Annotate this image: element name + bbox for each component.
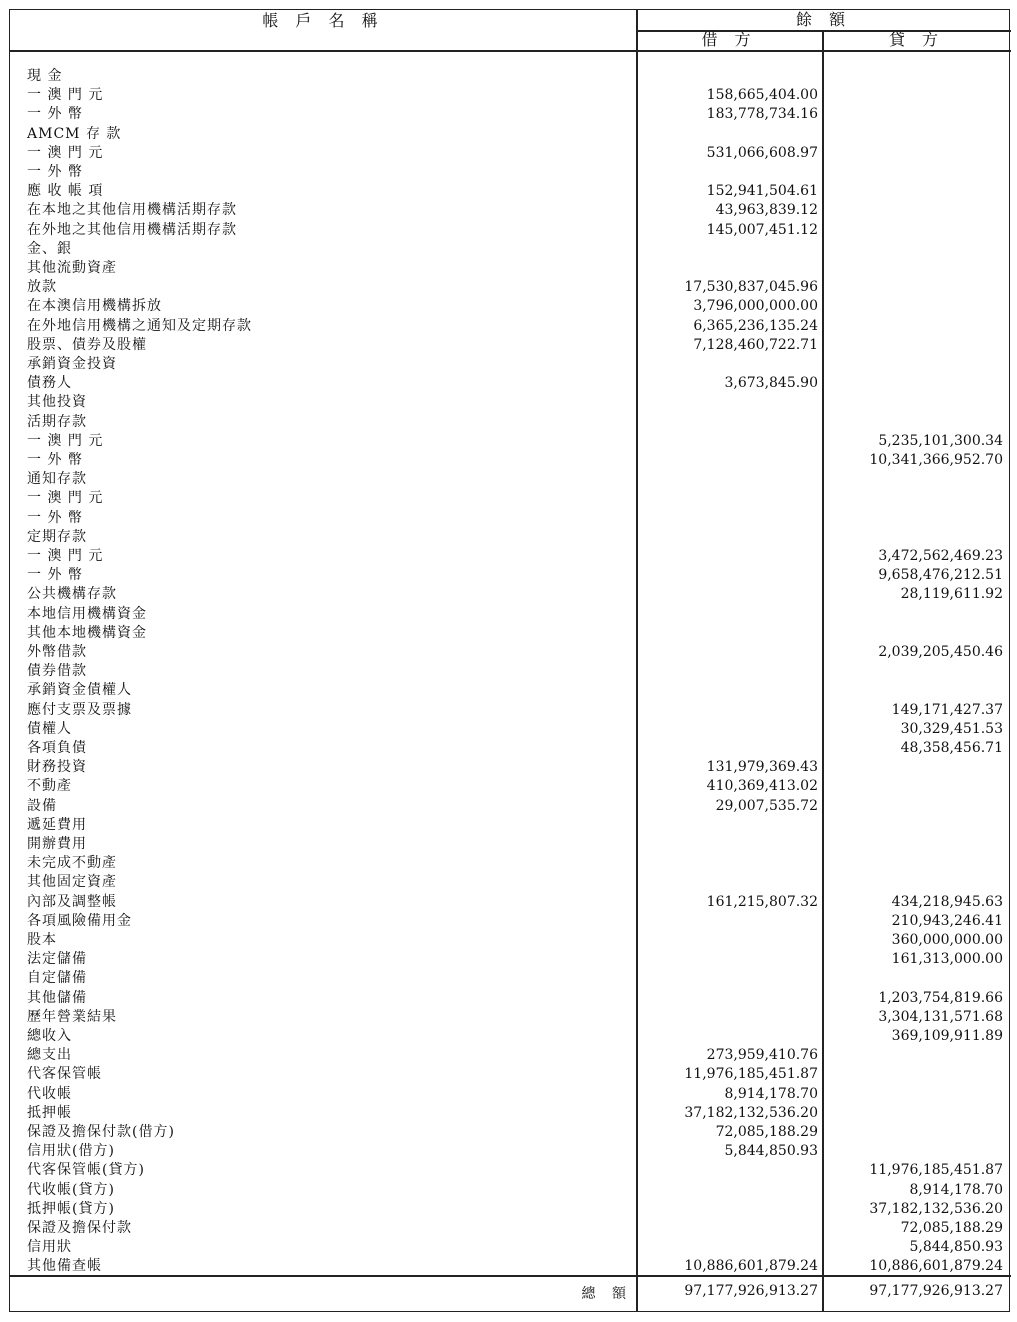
account-name: 法定儲備 (27, 951, 87, 968)
debit-header: 借 方 (701, 30, 757, 49)
account-debit: 3,673,845.90 (724, 375, 818, 392)
account-name: 其他備查帳 (27, 1258, 102, 1275)
account-row (10, 1085, 1011, 1103)
account-name: 一 澳 門 元 (27, 144, 104, 161)
account-row (10, 1200, 1011, 1218)
account-row (10, 739, 1011, 757)
total-debit: 97,177,926,913.27 (684, 1283, 818, 1299)
account-credit: 10,341,366,952.70 (869, 452, 1003, 468)
account-name: 本地信用機構資金 (27, 605, 147, 622)
account-name: 一 外 幣 (27, 452, 83, 468)
account-credit: 48,358,456.71 (900, 740, 1003, 756)
account-row (10, 816, 1011, 834)
account-credit: 434,218,945.63 (891, 893, 1003, 910)
account-name: 信用狀 (27, 1239, 72, 1256)
account-row (10, 1142, 1011, 1160)
account-row (10, 605, 1011, 623)
account-credit: 10,886,601,879.24 (869, 1258, 1003, 1275)
account-row (10, 105, 1011, 123)
account-debit: 531,066,608.97 (706, 144, 818, 161)
account-row (10, 201, 1011, 219)
account-debit: 37,182,132,536.20 (684, 1104, 818, 1121)
trial-balance-table (9, 9, 1010, 1312)
account-name: 承銷資金債權人 (27, 682, 132, 699)
account-name: 保證及擔保付款(借方) (27, 1124, 175, 1140)
account-name: 在本地之其他信用機構活期存款 (27, 202, 237, 219)
account-debit: 158,665,404.00 (706, 87, 818, 104)
credit-header: 貸 方 (888, 30, 945, 49)
account-row (10, 854, 1011, 872)
account-row (10, 681, 1011, 699)
account-name: 保證及擔保付款 (27, 1220, 132, 1236)
account-name: 其他流動資產 (27, 260, 117, 276)
account-name: 設備 (27, 797, 57, 814)
account-debit: 7,128,460,722.71 (693, 336, 818, 353)
account-debit: 273,959,410.76 (706, 1047, 818, 1064)
account-name: 在外地之其他信用機構活期存款 (27, 221, 237, 238)
account-debit: 161,215,807.32 (706, 893, 818, 910)
account-row (10, 470, 1011, 488)
account-row (10, 1046, 1011, 1064)
account-row (10, 125, 1011, 143)
account-name: 財務投資 (27, 759, 87, 776)
header-bottom-line (10, 50, 1011, 52)
account-row (10, 509, 1011, 527)
account-name: 一 外 幣 (27, 567, 83, 584)
account-name: 外幣借款 (27, 644, 87, 660)
account-name: 債務人 (27, 375, 72, 392)
account-name: 一 澳 門 元 (27, 548, 104, 564)
account-name: 其他固定資產 (27, 874, 117, 891)
account-row (10, 720, 1011, 738)
account-name: 承銷資金投資 (27, 356, 117, 372)
account-row (10, 777, 1011, 795)
account-name: 其他投資 (27, 394, 87, 411)
account-name: 信用狀(借方) (27, 1143, 115, 1160)
account-name: 代收帳(貸方) (27, 1181, 115, 1198)
account-row (10, 1238, 1011, 1256)
account-name: 代客保管帳 (27, 1066, 102, 1083)
account-row (10, 297, 1011, 315)
account-name: 金、銀 (27, 240, 72, 257)
account-row (10, 278, 1011, 296)
account-debit: 410,369,413.02 (706, 778, 818, 795)
account-row (10, 355, 1011, 373)
balance-header: 餘 額 (795, 10, 852, 29)
account-name: 應付支票及票據 (27, 701, 132, 718)
account-name: 內部及調整帳 (27, 893, 117, 910)
account-row (10, 797, 1011, 815)
account-name: 未完成不動產 (27, 855, 117, 872)
account-row (10, 835, 1011, 853)
account-row (10, 374, 1011, 392)
account-credit: 149,171,427.37 (891, 701, 1003, 718)
account-name: AMCM 存 款 (27, 125, 122, 142)
account-name: 自定儲備 (27, 970, 87, 987)
account-name: 一 澳 門 元 (27, 490, 104, 507)
account-credit: 2,039,205,450.46 (878, 644, 1003, 660)
account-row (10, 1257, 1011, 1275)
account-name: 應 收 帳 項 (27, 183, 104, 200)
account-credit: 30,329,451.53 (900, 720, 1003, 737)
account-row (10, 662, 1011, 680)
account-name: 抵押帳(貸方) (27, 1200, 115, 1217)
account-name: 通知存款 (27, 471, 87, 488)
account-debit: 43,963,839.12 (715, 202, 818, 219)
account-row (10, 624, 1011, 642)
account-credit: 11,976,185,451.87 (869, 1162, 1003, 1179)
account-row (10, 413, 1011, 431)
account-name: 債權人 (27, 720, 72, 737)
account-name: 不動產 (27, 778, 72, 795)
account-credit: 8,914,178.70 (909, 1181, 1003, 1198)
account-row (10, 240, 1011, 258)
account-row (10, 912, 1011, 930)
account-row (10, 393, 1011, 411)
account-name: 一 澳 門 元 (27, 87, 104, 104)
account-name: 開辦費用 (27, 836, 87, 852)
account-row (10, 950, 1011, 968)
account-credit: 210,943,246.41 (891, 912, 1003, 929)
account-row (10, 893, 1011, 911)
account-debit: 6,365,236,135.24 (693, 317, 818, 334)
account-name: 債券借款 (27, 663, 87, 680)
account-debit: 17,530,837,045.96 (684, 279, 818, 296)
account-row (10, 317, 1011, 335)
account-row (10, 86, 1011, 104)
account-row (10, 336, 1011, 354)
account-name: 總支出 (27, 1047, 72, 1064)
total-label: 總 額 (581, 1286, 632, 1302)
account-name: 放款 (27, 279, 57, 296)
account-name: 代收帳 (27, 1085, 72, 1102)
account-row (10, 758, 1011, 776)
account-name: 其他本地機構資金 (27, 624, 147, 641)
account-name: 代客保管帳(貸方) (27, 1162, 145, 1179)
account-row (10, 182, 1011, 200)
account-row (10, 259, 1011, 277)
account-row (10, 989, 1011, 1007)
account-row (10, 1123, 1011, 1141)
account-row (10, 547, 1011, 565)
account-row (10, 1181, 1011, 1199)
account-row (10, 701, 1011, 719)
account-credit: 9,658,476,212.51 (878, 567, 1003, 584)
account-row (10, 451, 1011, 469)
account-debit: 5,844,850.93 (724, 1143, 818, 1160)
account-row (10, 67, 1011, 85)
account-row (10, 1065, 1011, 1083)
account-name: 定期存款 (27, 528, 87, 545)
account-debit: 183,778,734.16 (706, 106, 818, 123)
account-row (10, 566, 1011, 584)
account-name: 總收入 (27, 1028, 72, 1044)
account-name: 歷年營業結果 (27, 1008, 117, 1025)
account-name: 一 外 幣 (27, 164, 83, 180)
account-name: 各項負債 (27, 740, 87, 756)
account-name: 一 外 幣 (27, 509, 83, 526)
account-name: 各項風險備用金 (27, 912, 132, 929)
account-name: 公共機構存款 (27, 586, 117, 603)
account-row (10, 585, 1011, 603)
account-debit: 131,979,369.43 (706, 759, 818, 776)
account-credit: 360,000,000.00 (891, 932, 1003, 948)
account-credit: 161,313,000.00 (891, 951, 1003, 968)
account-name: 抵押帳 (27, 1104, 72, 1121)
account-debit: 29,007,535.72 (715, 797, 818, 814)
account-name: 其他儲備 (27, 989, 87, 1006)
account-row (10, 489, 1011, 507)
account-row (10, 1104, 1011, 1122)
account-name: 活期存款 (27, 413, 87, 430)
account-credit: 5,844,850.93 (909, 1239, 1003, 1256)
account-row (10, 1008, 1011, 1026)
account-name: 在本澳信用機構拆放 (27, 298, 162, 315)
account-name: 一 外 幣 (27, 106, 83, 123)
account-credit: 37,182,132,536.20 (869, 1200, 1003, 1217)
total-credit: 97,177,926,913.27 (869, 1283, 1003, 1299)
account-credit: 5,235,101,300.34 (878, 432, 1003, 449)
account-row (10, 643, 1011, 661)
account-credit: 72,085,188.29 (900, 1220, 1003, 1236)
account-row (10, 1027, 1011, 1045)
account-debit: 3,796,000,000.00 (693, 298, 818, 315)
account-credit: 3,472,562,469.23 (878, 548, 1003, 564)
account-row (10, 1161, 1011, 1179)
account-row (10, 221, 1011, 239)
account-debit: 145,007,451.12 (706, 221, 818, 238)
account-debit: 11,976,185,451.87 (684, 1066, 818, 1083)
account-debit: 10,886,601,879.24 (684, 1258, 818, 1275)
account-row (10, 163, 1011, 181)
account-name: 股本 (27, 932, 57, 948)
account-name: 在外地信用機構之通知及定期存款 (27, 317, 252, 334)
account-row (10, 1219, 1011, 1237)
account-name: 現 金 (27, 68, 63, 84)
account-name: 股票、債券及股權 (27, 336, 147, 353)
account-name: 遞延費用 (27, 816, 87, 833)
account-row (10, 969, 1011, 987)
account-name: 一 澳 門 元 (27, 432, 104, 449)
account-row (10, 873, 1011, 891)
account-row (10, 528, 1011, 546)
account-name-header: 帳 戶 名 稱 (262, 11, 384, 30)
account-credit: 369,109,911.89 (891, 1028, 1003, 1044)
account-row (10, 144, 1011, 162)
account-credit: 28,119,611.92 (900, 586, 1003, 603)
account-credit: 1,203,754,819.66 (878, 989, 1003, 1006)
account-credit: 3,304,131,571.68 (878, 1008, 1003, 1025)
account-debit: 152,941,504.61 (706, 183, 818, 200)
account-row (10, 432, 1011, 450)
account-row (10, 931, 1011, 949)
account-debit: 8,914,178.70 (724, 1085, 818, 1102)
account-debit: 72,085,188.29 (715, 1124, 818, 1140)
